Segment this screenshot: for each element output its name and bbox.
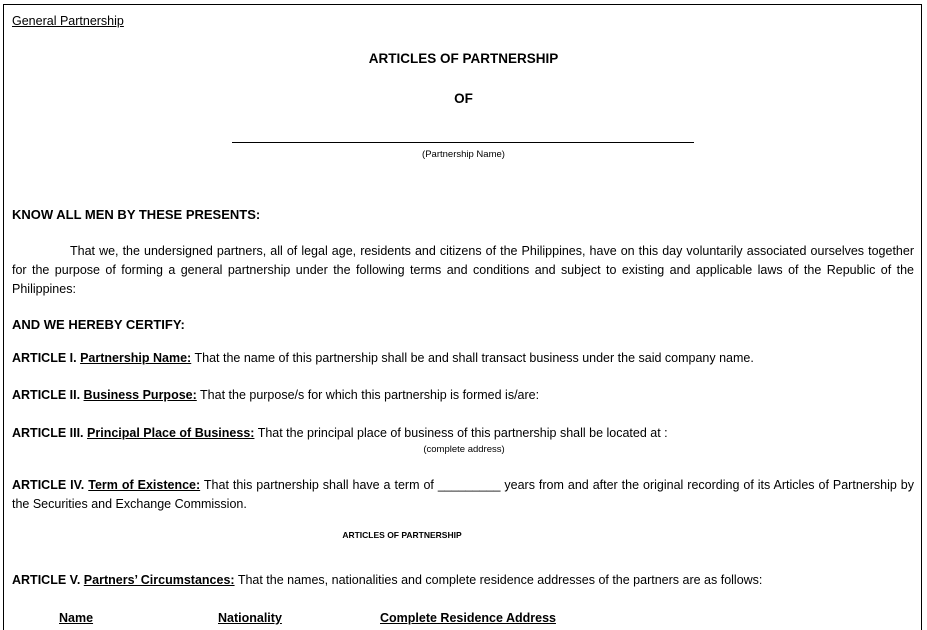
article-2-text: That the purpose/s for which this partnership is formed is/are: xyxy=(200,388,540,402)
document-page xyxy=(3,4,922,630)
partnership-name-blank-line xyxy=(232,142,694,143)
article-3 xyxy=(12,426,668,440)
know-all-men-heading: KNOW ALL MEN BY THESE PRESENTS: xyxy=(12,207,261,222)
article-2-title: Business Purpose: xyxy=(83,388,197,402)
running-title: ARTICLES OF PARTNERSHIP xyxy=(342,530,462,540)
complete-address-caption: (complete address) xyxy=(423,444,505,455)
partnership-type-label: General Partnership xyxy=(12,14,124,28)
column-header-nationality: Nationality xyxy=(218,611,282,625)
column-header-name: Name xyxy=(59,611,94,625)
article-5-label: ARTICLE V. xyxy=(12,573,81,587)
article-1 xyxy=(12,351,754,365)
intro-paragraph-text: That we, the undersigned partners, all of legal age, residents and citizens of the Philippines, have on this day voluntarily associated ourselves together for the purpose of forming a general partnership under the following terms and conditions and subject to existing and applicable laws of the Republic of the Philippines: xyxy=(12,244,914,296)
article-4-label: ARTICLE IV. xyxy=(12,478,85,492)
partnership-name-caption: (Partnership Name) xyxy=(422,149,505,160)
article-5-text: That the names, nationalities and complete residence addresses of the partners are as follows: xyxy=(237,573,763,587)
intro-paragraph xyxy=(12,242,914,299)
article-2-label: ARTICLE II. xyxy=(12,388,81,402)
article-3-text: That the principal place of business of this partnership shall be located at : xyxy=(257,426,668,440)
article-4-text: That this partnership shall have a term of _________ years from and after the original recording of its Articles of Partnership by the Securities and Exchange Commission. xyxy=(12,478,914,511)
certify-heading: AND WE HEREBY CERTIFY: xyxy=(12,317,185,332)
article-5-title: Partners’ Circumstances: xyxy=(83,573,235,587)
article-5 xyxy=(12,573,762,587)
article-4-title: Term of Existence: xyxy=(88,478,201,492)
article-1-text: That the name of this partnership shall be and shall transact business under the said company name. xyxy=(194,351,754,365)
document-title: ARTICLES OF PARTNERSHIP xyxy=(368,51,559,66)
article-3-title: Principal Place of Business: xyxy=(87,426,255,440)
article-1-title: Partnership Name: xyxy=(80,351,192,365)
title-of: OF xyxy=(454,91,473,106)
article-4 xyxy=(12,476,914,514)
article-2 xyxy=(12,388,539,402)
article-3-label: ARTICLE III. xyxy=(12,426,84,440)
article-1-label: ARTICLE I. xyxy=(12,351,77,365)
column-header-address: Complete Residence Address xyxy=(380,611,556,625)
